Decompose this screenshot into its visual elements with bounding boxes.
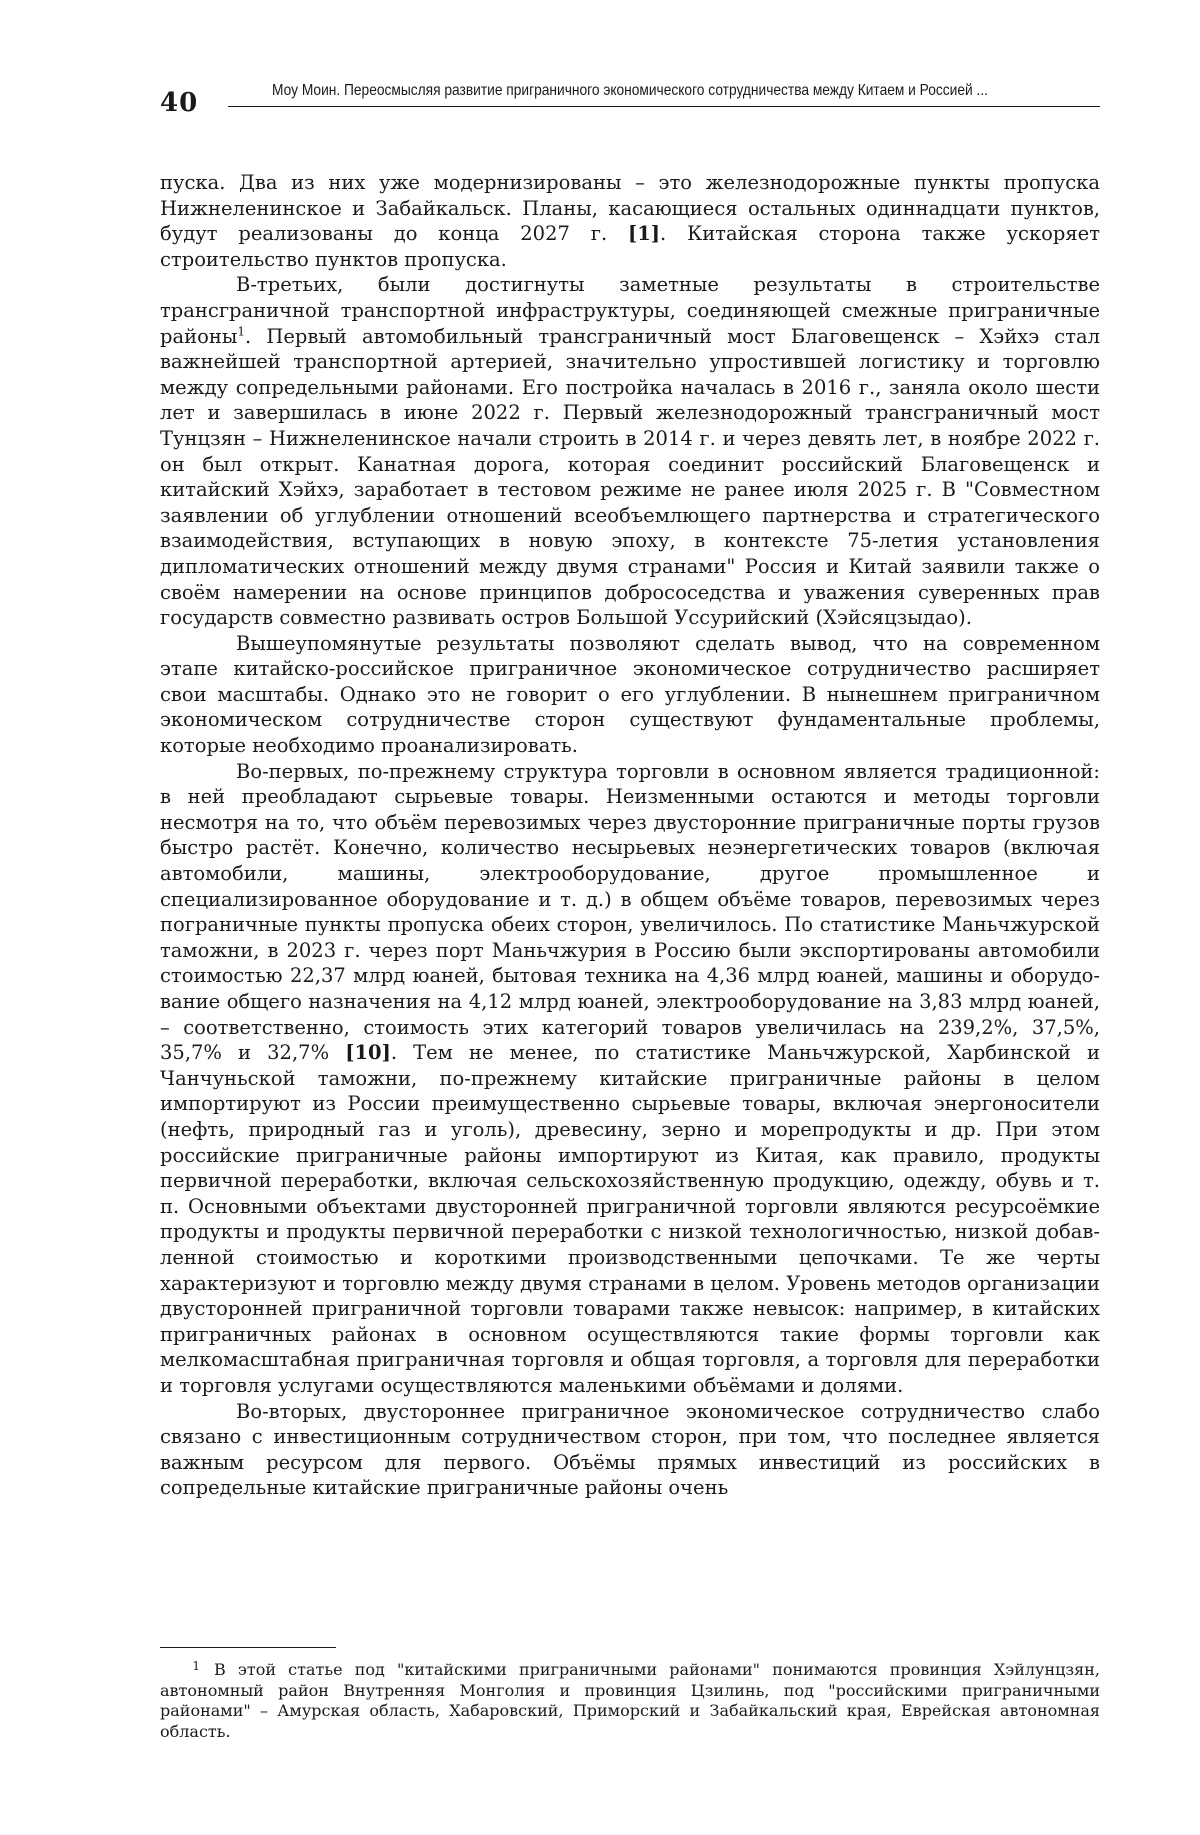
footnote-text: В этой статье под "китайскими приграничными районами" понимаются провинция Хэй­лунцзян, автономный район Внутренняя Монголия и провинция Цзилинь, под "российскими приграничными районами" – Амурская область, Хабаровский, Приморский и Забайкальский края, Еврейская автономная область. [160,1660,1100,1741]
footnote [160,1660,1100,1742]
article-body [160,170,1100,1501]
paragraph-2: В-третьих, были достигнуты заметные результаты в строительстве трансграничной транспортной инфраструктуры, соединяющей смежные приграничные районы1. Первый автомобильный трансграничный мост Бла­говещенск – Хэйхэ стал важнейшей транспортной артерией, значительно упростившей логистику и торговлю между сопредельными районами. Его по­стройка началась в 2016 г., заняла около шести лет и завершилась в июне 2022 г. Первый железнодорожный трансграничный мост Тунцзян – Нижне­ленинское начали строить в 2014 г. и через девять лет, в ноябре 2022 г. он был открыт. Канатная дорога, которая соединит российский Благовещенск и китайский Хэйхэ, заработает в тестовом режиме не ранее июля 2025 г. В "Со­вместном заявлении об углублении отношений всеобъемлющего партнерства и стратегического взаимодействия, вступающих в новую эпоху, в контексте 75-летия установления дипломатических отношений между двумя странами" Россия и Китай заявили также о своём намерении на основе принципов добро­соседства и уважения суверенных прав государств совместно развивать остров Большой Уссурийский (Хэйсяцзыдао). [160,272,1100,630]
footnote-ref: 1 [237,324,245,338]
running-header: Моу Моин. Переосмысляя развитие приграничного экономического сотрудничества между Китаем и Россией ... [272,82,972,100]
header-rule [228,106,1100,107]
citation-ref: [10] [345,1041,391,1064]
paragraph-3: Вышеупомянутые результаты позволяют сделать вывод, что на совре­менном этапе китайско-российское приграничное экономическое сотрудниче­ство расширяет свои масштабы. Однако это не говорит о его углублении. В нынешнем приграничном экономическом сотрудничестве сторон существуют фундаментальные проблемы, которые необходимо проанализировать. [160,631,1100,759]
footnote-mark: 1 [160,1656,200,1677]
journal-page [0,0,1200,1835]
citation-ref: [1] [628,222,660,245]
paragraph-4: Во-первых, по-прежнему структура торговли в основном является тра­диционной: в ней преобладают сырьевые товары. Неизменными остаются и методы торговли несмотря на то, что объём перевозимых через двусторонние приграничные порты грузов быстро растёт. Конечно, количество несырьевых неэнергетических товаров (включая автомобили, машины, электрооборудова­ние, другое промышленное и специализированное оборудование и т. д.) в об­щем объёме товаров, перевозимых через пограничные пункты пропуска обеих сторон, увеличилось. По статистике Маньчжурской таможни, в 2023 г. через порт Маньчжурия в Россию были экспортированы автомобили стоимостью 22,37 млрд юаней, бытовая техника на 4,36 млрд юаней, машины и оборудо­вание общего назначения на 4,12 млрд юаней, электрооборудование на 3,83 млрд юаней, – соответственно, стоимость этих категорий товаров увеличилась на 239,2%, 37,5%, 35,7% и 32,7% [10]. Тем не менее, по статистике Маньчжур­ской, Харбинской и Чанчуньской таможни, по-прежнему китайские пригра­ничные районы в целом импортируют из России преимущественно сырьевые товары, включая энергоносители (нефть, природный газ и уголь), древесину, зерно и морепродукты и др. При этом российские приграничные районы им­портируют из Китая, как правило, продукты первичной переработки, включая сельскохозяйственную продукцию, одежду, обувь и т. п. Основными объекта­ми двусторонней приграничной торговли являются ресурсоёмкие продукты и продукты первичной переработки с низкой технологичностью, низкой добав­ленной стоимостью и короткими производственными цепочками. Те же черты характеризуют и торговлю между двумя странами в целом. Уровень методов организации двусторонней приграничной торговли товарами также невысок: например, в китайских приграничных районах в основном осуществляются такие формы торговли как мелкомасштабная приграничная торговля и об­щая торговля, а торговля для переработки и торговля услугами осуществля­ются маленькими объёмами и долями. [160,759,1100,1399]
footnote-rule [160,1647,336,1648]
page-number: 40 [160,88,198,118]
paragraph-1: пуска. Два из них уже модернизированы – это железнодорожные пункты про­пуска Нижнеленинское и Забайкальск. Планы, касающиеся остальных один­надцати пунктов, будут реализованы до конца 2027 г. [1]. Китайская сторона также ускоряет строительство пунктов пропуска. [160,170,1100,272]
paragraph-5: Во-вторых, двустороннее приграничное экономическое сотрудничество слабо связано с инвестиционным сотрудничеством сторон, при том, что по­следнее является важным ресурсом для первого. Объёмы прямых инвести­ций из российских в сопредельные китайские приграничные районы очень [160,1399,1100,1501]
